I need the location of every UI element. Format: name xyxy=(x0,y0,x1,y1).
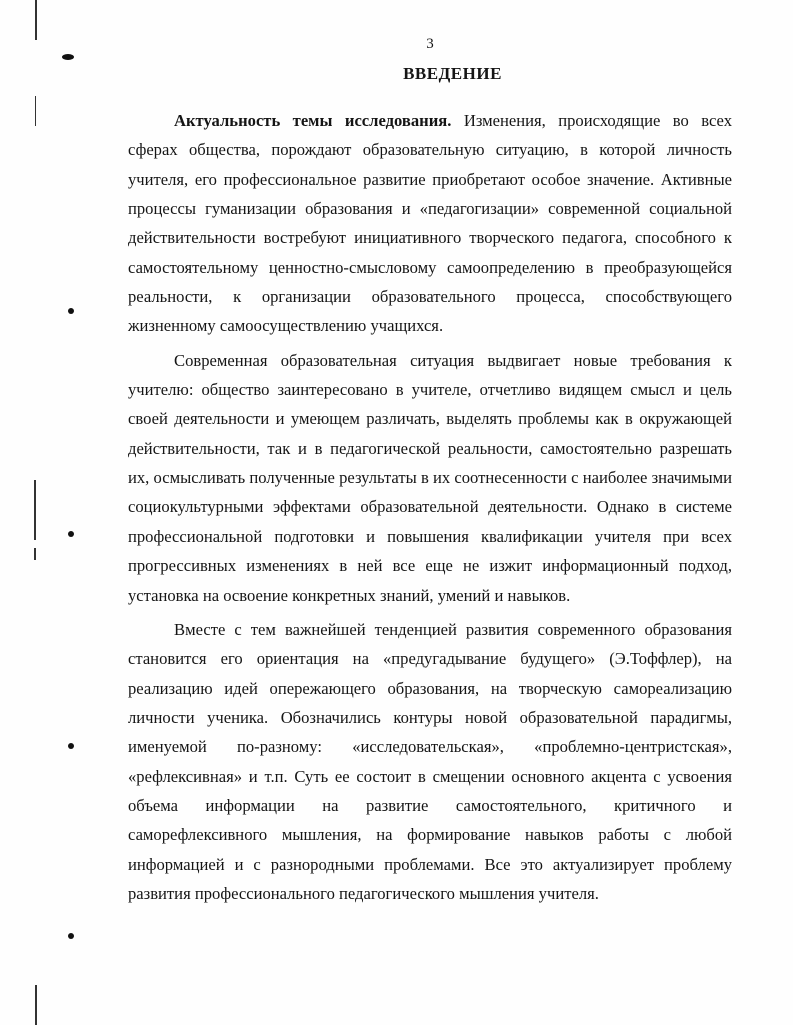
scan-speck xyxy=(68,933,74,939)
scan-speck xyxy=(68,531,74,537)
scan-edge-line xyxy=(35,96,36,126)
paragraph-situation: Современная образовательная ситуация выдвигает новые требования к учителю: общество заинтересовано в учителе, отчетливо видящем смысл и цель своей деятельности и умеющем различать, выделять проблемы как в окружающей действительности, так и в педагогической реальности, самостоятельно разрешать их, осмысливать полученные результаты в их соотнесенности с наиболее значимыми социокультурными эффектами образовательной деятельности. Однако в системе профессиональной подготовки и повышения квалификации учителя при всех прогрессивных изменениях в ней все еще не изжит информационный подход, установка на освоение конкретных знаний, умений и навыков. xyxy=(128,350,732,605)
section-heading: ВВЕДЕНИЕ xyxy=(403,64,502,83)
paragraph-lead: Актуальность темы исследования. xyxy=(174,111,452,130)
body-text xyxy=(128,106,732,913)
scan-speck xyxy=(62,54,74,60)
paragraph-relevance xyxy=(128,106,732,341)
paragraph-text: Изменения, происходящие во всех сферах общества, порождают образовательную ситуацию, в которой личность учителя, его профессиональное развитие приобретают особое значение. Активные процессы гуманизации образования и «педагогизации» современной социальной действительности востребуют инициативного творческого педагога, способного к самостоятельному ценностно-смысловому самоопределению в преобразующейся реальности, к организации образовательного процесса, способствующего жизненному самоосуществлению учащихся. xyxy=(128,111,732,336)
scan-speck xyxy=(68,308,74,314)
scan-edge-line xyxy=(35,0,37,40)
scan-edge-line xyxy=(35,985,37,1025)
scan-speck xyxy=(68,743,74,749)
page-number: 3 xyxy=(426,36,434,52)
paragraph-trend: Вместе с тем важнейшей тенденцией развития современного образования становится его ориентация на «предугадывание будущего» (Э.Тоффлер), на реализацию идей опережающего образования, на творческую самореализацию личности ученика. Обозначились контуры новой образовательной парадигмы, именуемой по-разному: «исследовательская», «проблемно-центристская», «рефлексивная» и т.п. Суть ее состоит в смещении основного акцента с усвоения объема информации на развитие самостоятельного, критичного и саморефлексивного мышления, на формирование навыков работы с любой информацией и с разнородными проблемами. Все это актуализирует проблему развития профессионального педагогического мышления учителя. xyxy=(128,619,732,903)
scan-edge-line xyxy=(34,548,36,560)
scan-edge-line xyxy=(34,480,36,540)
